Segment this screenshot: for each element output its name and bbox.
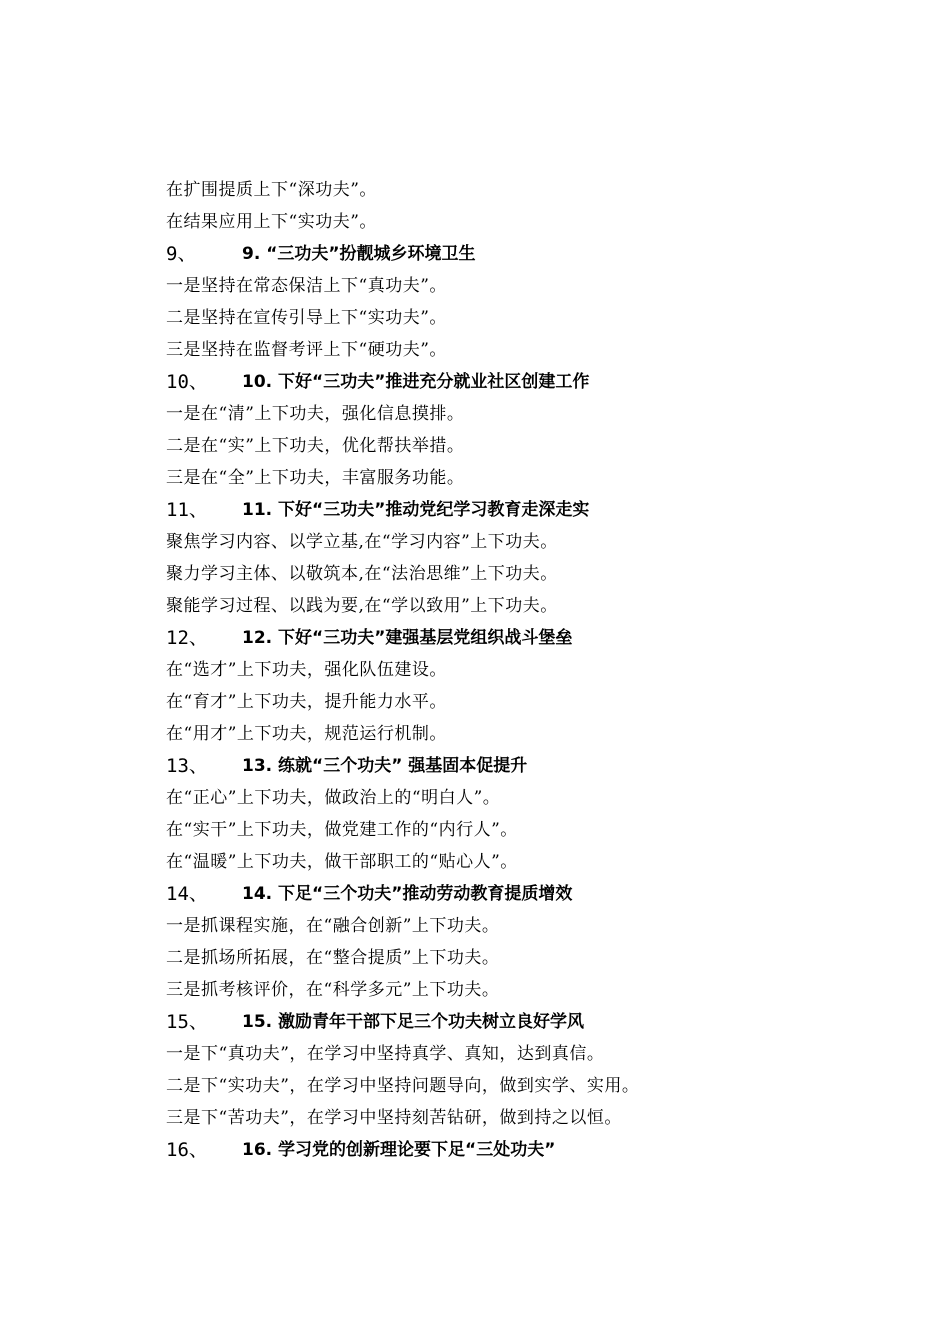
body-line: 聚能学习过程、以践为要,在“学以致用”上下功夫。 — [166, 596, 558, 616]
body-line: 在“正心”上下功夫，做政治上的“明白人”。 — [166, 788, 501, 808]
body-line: 在“选才”上下功夫，强化队伍建设。 — [166, 660, 447, 680]
section-heading — [166, 366, 886, 398]
heading-number: 13、 — [166, 755, 208, 777]
heading-title: 11. 下好“三功夫”推动党纪学习教育走深走实 — [242, 500, 590, 520]
heading-title: 14. 下足“三个功夫”推动劳动教育提质增效 — [242, 884, 573, 904]
heading-number: 10、 — [166, 371, 208, 393]
body-line: 一是坚持在常态保洁上下“真功夫”。 — [166, 276, 447, 296]
body-line: 二是坚持在宣传引导上下“实功夫”。 — [166, 308, 447, 328]
heading-number: 14、 — [166, 883, 208, 905]
section-heading — [166, 622, 886, 654]
body-line: 三是抓考核评价，在“科学多元”上下功夫。 — [166, 980, 500, 1000]
section-heading — [166, 750, 886, 782]
body-line: 二是在“实”上下功夫，优化帮扶举措。 — [166, 436, 465, 456]
body-line: 在“温暖”上下功夫，做干部职工的“贴心人”。 — [166, 852, 518, 872]
heading-number: 15、 — [166, 1011, 208, 1033]
body-line: 在“育才”上下功夫，提升能力水平。 — [166, 692, 447, 712]
document-body — [166, 174, 886, 1166]
heading-title: 13. 练就“三个功夫” 强基固本促提升 — [242, 756, 528, 776]
heading-number: 9、 — [166, 243, 197, 265]
heading-title: 15. 激励青年干部下足三个功夫树立良好学风 — [242, 1012, 585, 1032]
body-line: 聚焦学习内容、以学立基,在“学习内容”上下功夫。 — [166, 532, 558, 552]
section-heading — [166, 878, 886, 910]
body-line: 三是在“全”上下功夫，丰富服务功能。 — [166, 468, 465, 488]
heading-number: 12、 — [166, 627, 208, 649]
body-line: 二是抓场所拓展，在“整合提质”上下功夫。 — [166, 948, 500, 968]
body-line: 三是下“苦功夫”，在学习中坚持刻苦钻研，做到持之以恒。 — [166, 1108, 622, 1128]
body-line: 一是抓课程实施，在“融合创新”上下功夫。 — [166, 916, 500, 936]
body-line: 在“用才”上下功夫，规范运行机制。 — [166, 724, 447, 744]
section-heading — [166, 238, 886, 270]
heading-title: 10. 下好“三功夫”推进充分就业社区创建工作 — [242, 372, 590, 392]
heading-title: 12. 下好“三功夫”建强基层党组织战斗堡垒 — [242, 628, 573, 648]
heading-number: 16、 — [166, 1139, 208, 1161]
body-line: 在结果应用上下“实功夫”。 — [166, 212, 377, 232]
body-line: 聚力学习主体、以敬筑本,在“法治思维”上下功夫。 — [166, 564, 558, 584]
body-line: 一是在“清”上下功夫，强化信息摸排。 — [166, 404, 465, 424]
section-heading — [166, 1006, 886, 1038]
body-line: 在扩围提质上下“深功夫”。 — [166, 180, 377, 200]
body-line: 一是下“真功夫”，在学习中坚持真学、真知，达到真信。 — [166, 1044, 605, 1064]
heading-title: 9. “三功夫”扮靓城乡环境卫生 — [242, 244, 476, 264]
section-heading — [166, 494, 886, 526]
heading-number: 11、 — [166, 499, 208, 521]
body-line: 在“实干”上下功夫，做党建工作的“内行人”。 — [166, 820, 518, 840]
section-heading — [166, 1134, 886, 1166]
body-line: 三是坚持在监督考评上下“硬功夫”。 — [166, 340, 447, 360]
body-line: 二是下“实功夫”，在学习中坚持问题导向，做到实学、实用。 — [166, 1076, 640, 1096]
heading-title: 16. 学习党的创新理论要下足“三处功夫” — [242, 1140, 556, 1160]
